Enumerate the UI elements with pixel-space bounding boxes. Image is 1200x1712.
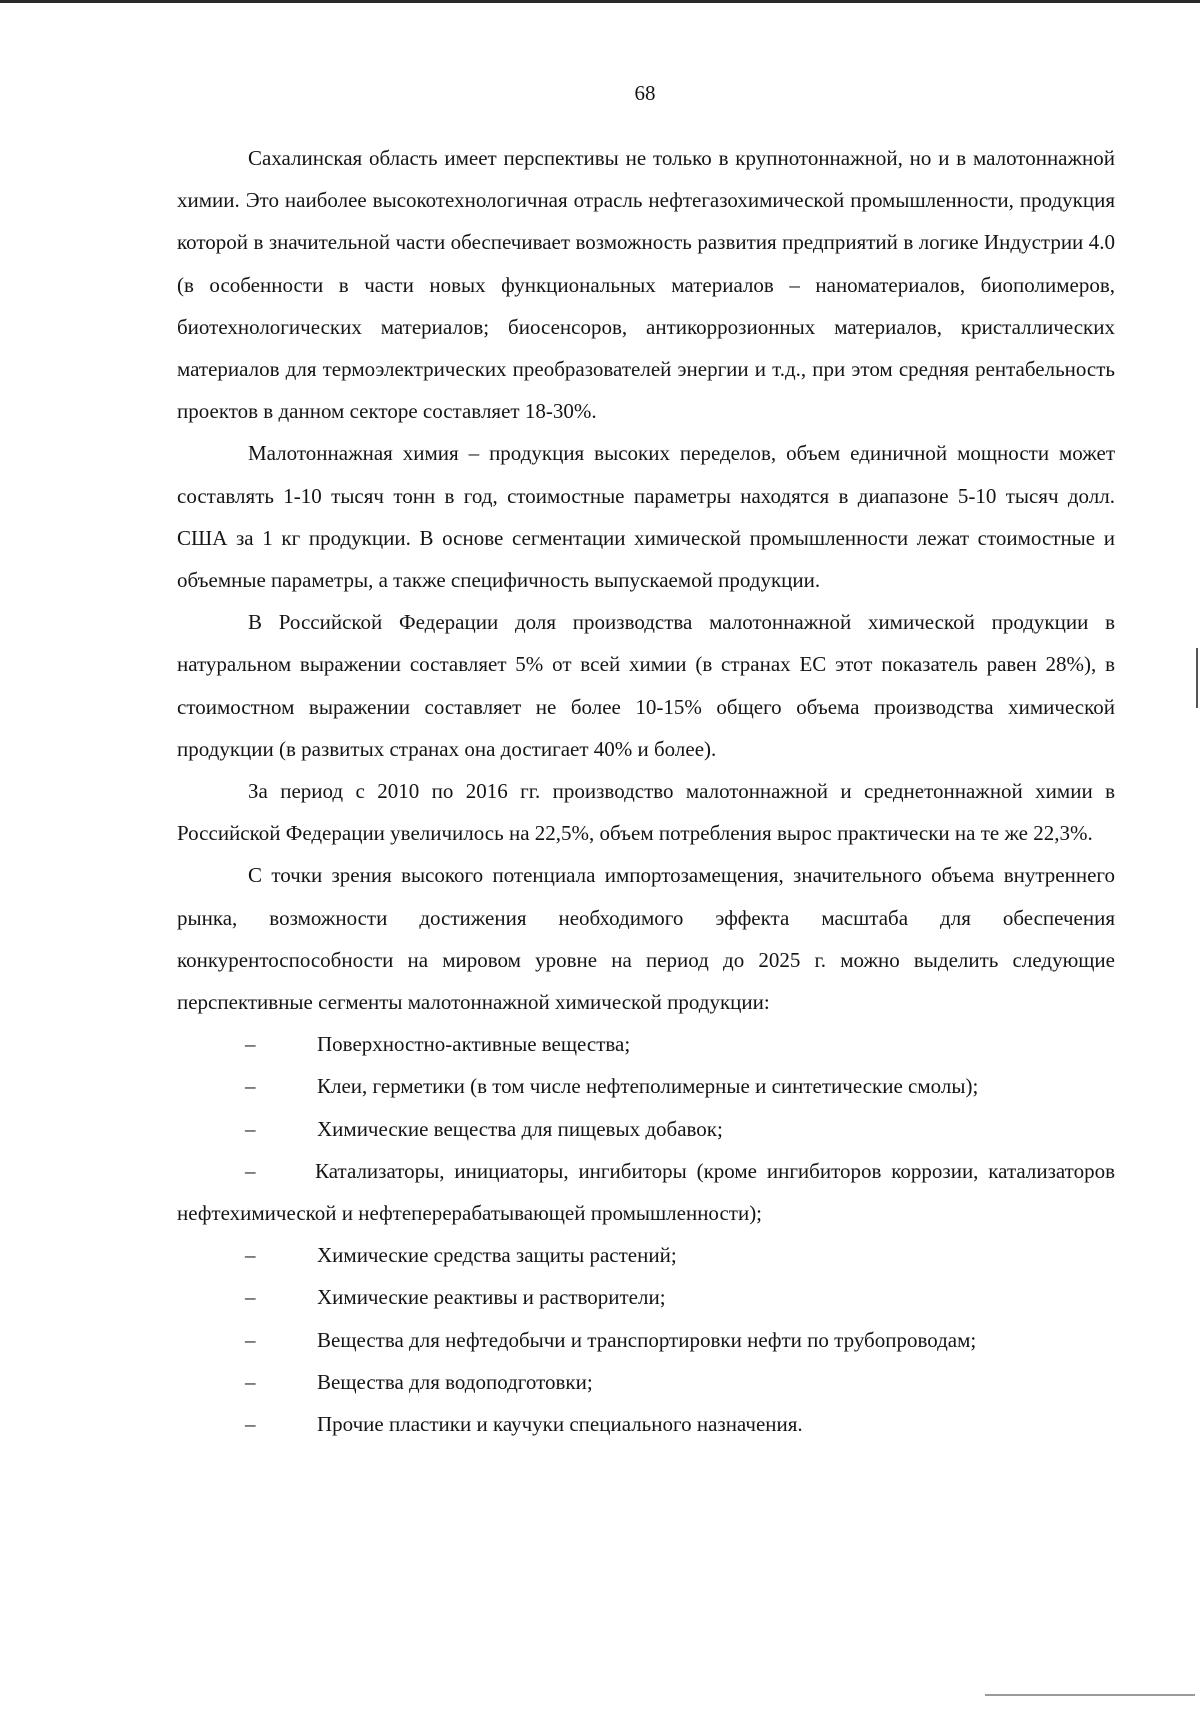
list-item [177, 1276, 1115, 1318]
list-item-text: Химические реактивы и растворители; [317, 1285, 666, 1310]
list-item [177, 1108, 1115, 1150]
list-dash: – [245, 1243, 256, 1268]
list-item [177, 1150, 1115, 1234]
list-item-text: Поверхностно-активные вещества; [317, 1032, 631, 1057]
top-scan-border [0, 0, 1200, 3]
bottom-scan-border [985, 1694, 1195, 1696]
list-item-text: Вещества для водоподготовки; [317, 1369, 593, 1394]
page-number: 68 [634, 81, 656, 105]
list-dash: – [245, 1158, 256, 1183]
list-item [177, 1234, 1115, 1276]
list-item-text: Катализаторы, инициаторы, ингибиторы (кроме ингибиторов коррозии, катализаторов нефтехимической и нефтеперерабатывающей промышленности); [177, 1158, 1115, 1226]
list-item [177, 1065, 1115, 1107]
list-item-text: Химические вещества для пищевых добавок; [317, 1116, 723, 1141]
list-item [177, 1361, 1115, 1403]
list-item [177, 1403, 1115, 1445]
list-dash: – [245, 1032, 256, 1057]
list-dash: – [245, 1412, 256, 1437]
scan-margin-mark [1196, 648, 1198, 708]
list-item-text: Клеи, герметики (в том числе нефтеполимерные и синтетические смолы); [317, 1074, 979, 1099]
paragraph-3: В Российской Федерации доля производства малотоннажной химической продукции в натуральном выражении составляет 5% от всей химии (в странах ЕС этот показатель равен 28%), в стоимостном выражении составляет не более 10-15% общего объема производства химической продукции (в развитых странах она достигает 40% и более). [177, 610, 1115, 761]
list-item-text: Химические средства защиты растений; [317, 1243, 677, 1268]
segments-list [177, 1023, 1115, 1445]
list-item [177, 1319, 1115, 1361]
document-body [177, 137, 1115, 1445]
list-dash: – [245, 1327, 256, 1352]
list-item [177, 1023, 1115, 1065]
paragraph-5: С точки зрения высокого потенциала импортозамещения, значительного объема внутреннего рынка, возможности достижения необходимого эффекта масштаба для обеспечения конкурентоспособности на мировом уровне на период до 2025 г. можно выделить следующие перспективные сегменты малотоннажной химической продукции: [177, 863, 1115, 1015]
list-dash: – [245, 1369, 256, 1394]
paragraph-4: За период с 2010 по 2016 гг. производство малотоннажной и среднетоннажной химии в Российской Федерации увеличилось на 22,5%, объем потребления вырос практически на те же 22,3%. [177, 779, 1115, 846]
list-item-text: Прочие пластики и каучуки специального назначения. [317, 1412, 803, 1437]
list-dash: – [245, 1074, 256, 1099]
paragraph-1: Сахалинская область имеет перспективы не только в крупнотоннажной, но и в малотоннажной химии. Это наиболее высокотехнологичная отрасль нефтегазохимической промышленности, продукция которой в значительной части обеспечивает возможность развития предприятий в логике Индустрии 4.0 (в особенности в части новых функциональных материалов – наноматериалов, биополимеров, биотехнологических материалов; биосенсоров, антикоррозионных материалов, кристаллических материалов для термоэлектрических преобразователей энергии и т.д., при этом средняя рентабельность проектов в данном секторе составляет 18-30%. [177, 146, 1115, 424]
paragraph-2: Малотоннажная химия – продукция высоких переделов, объем единичной мощности может составлять 1-10 тысяч тонн в год, стоимостные параметры находятся в диапазоне 5-10 тысяч долл. США за 1 кг продукции. В основе сегментации химической промышленности лежат стоимостные и объемные параметры, а также специфичность выпускаемой продукции. [177, 441, 1115, 593]
list-dash: – [245, 1116, 256, 1141]
list-item-text: Вещества для нефтедобычи и транспортировки нефти по трубопроводам; [317, 1327, 977, 1352]
list-dash: – [245, 1285, 256, 1310]
